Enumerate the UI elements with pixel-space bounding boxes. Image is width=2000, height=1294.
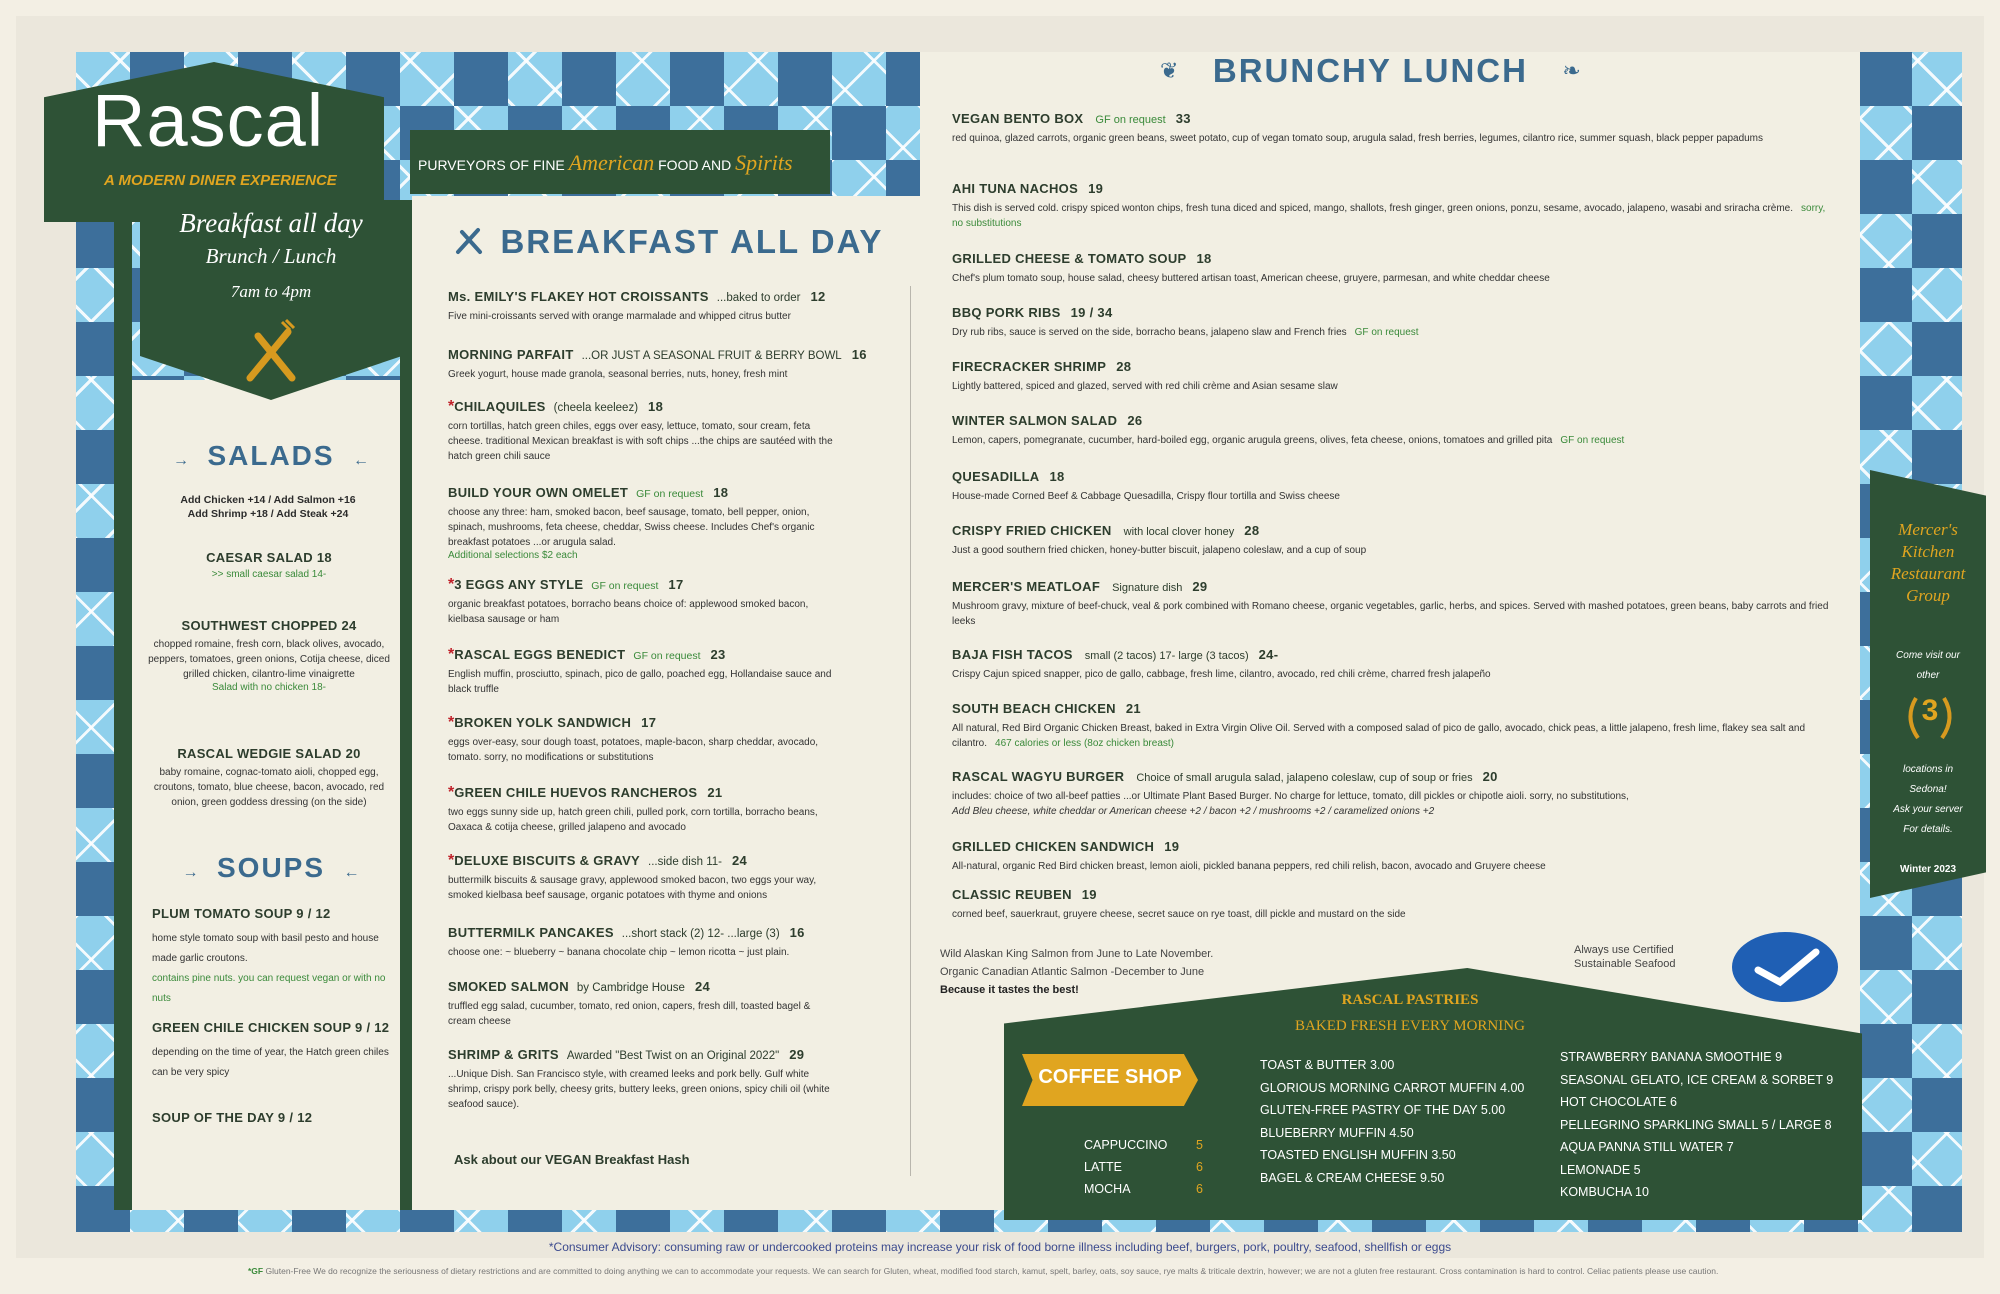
lunch-item-desc: All natural, Red Bird Organic Chicken Breast, baked in Extra Virgin Olive Oil. Served with a composed salad of pico de gallo, avocado, chick peas, a little jalapeno, fresh lime, flakey sea salt and cilantro. — [952, 723, 1806, 749]
breakfast-item-head — [448, 714, 840, 732]
breakfast-item-name: BROKEN YOLK SANDWICH — [454, 715, 632, 730]
breakfast-item — [448, 484, 840, 561]
breakfast-item-price: 24 — [731, 853, 748, 868]
lunch-item-extra: GF on request — [1095, 114, 1166, 126]
lunch-item-desc: includes: choice of two all-beef patties ...or Ultimate Plant Based Burger. No charge for lettuce, tomato, dill pickles or chipotle aioli. sorry, no substitutions, — [952, 791, 1629, 802]
hours-line2: Brunch / Lunch — [205, 244, 337, 268]
lunch-item-price: 19 / 34 — [1070, 305, 1113, 320]
breakfast-item — [448, 288, 840, 324]
lunch-item-name: VEGAN BENTO BOX — [952, 111, 1084, 126]
soup-name: GREEN CHILE CHICKEN SOUP 9 / 12 — [152, 1020, 390, 1035]
breakfast-item-desc: choose one: ~ blueberry ~ banana chocolate chip ~ lemon ricotta ~ just plain. — [448, 947, 790, 958]
lunch-item — [952, 304, 1832, 340]
fork-knife-icon — [236, 318, 306, 388]
lunch-item-name: GRILLED CHEESE & TOMATO SOUP — [952, 251, 1187, 266]
breakfast-item-note: Additional selections $2 each — [448, 550, 578, 561]
lunch-item-desc-wrap — [952, 489, 1832, 504]
breakfast-item-extra: ...short stack (2) 12- ...large (3) — [621, 928, 780, 940]
advisory-star: * — [448, 576, 455, 593]
drink-item: HOT CHOCOLATE 6 — [1560, 1095, 1677, 1109]
lunch-item-name: QUESADILLA — [952, 469, 1040, 484]
soup-name: PLUM TOMATO SOUP 9 / 12 — [152, 906, 331, 921]
lunch-item — [952, 412, 1832, 448]
drink-item: AQUA PANNA STILL WATER 7 — [1560, 1140, 1734, 1154]
lunch-item-price: 19 — [1088, 181, 1104, 196]
lunch-item-desc-wrap — [952, 721, 1832, 751]
breakfast-item-extra: ...baked to order — [716, 292, 801, 304]
lunch-item-name: SOUTH BEACH CHICKEN — [952, 701, 1116, 716]
salad-desc: chopped romaine, fresh corn, black olives, avocado, peppers, tomatoes, green onions, Cotija cheese, diced grilled chicken, cilantro-lime vinaigrette — [148, 639, 390, 680]
lunch-item — [952, 700, 1832, 751]
purveyors-american: American — [568, 150, 655, 175]
coffee-item-name: MOCHA — [1084, 1182, 1131, 1196]
lunch-item-name: GRILLED CHICKEN SANDWICH — [952, 839, 1155, 854]
lunch-item-desc: Just a good southern fried chicken, honey-butter biscuit, jalapeno coleslaw, and a cup of soup — [952, 545, 1367, 556]
breakfast-item — [448, 346, 867, 382]
lunch-item-desc-wrap — [952, 325, 1832, 340]
breakfast-item-head — [448, 1046, 840, 1064]
vegan-note: Ask about our VEGAN Breakfast Hash — [454, 1152, 690, 1167]
lunch-item-head — [952, 304, 1832, 322]
breakfast-item-head — [448, 924, 840, 942]
mercer-loc1: locations in — [1902, 764, 1954, 775]
salad-note: Salad with no chicken 18- — [212, 682, 326, 693]
breakfast-item-price: 12 — [810, 289, 826, 304]
lunch-item-name: WINTER SALMON SALAD — [952, 413, 1118, 428]
breakfast-item-head — [448, 646, 840, 664]
breakfast-item-desc: buttermilk biscuits & sausage gravy, applewood smoked bacon, two eggs your way, smoked kielbasa beef sausage, organic potatoes with thyme and onions — [448, 875, 817, 901]
pastry-item: BLUEBERRY MUFFIN 4.50 — [1260, 1125, 1414, 1140]
breakfast-item-name: MORNING PARFAIT — [448, 347, 574, 362]
lunch-item-head — [952, 522, 1832, 540]
lunch-item — [952, 646, 1832, 682]
mercer-line4: Group — [1906, 586, 1950, 605]
salad-addons-1: Add Chicken +14 / Add Salmon +16 — [180, 494, 356, 506]
lunch-item-desc: This dish is served cold. crispy spiced wonton chips, fresh tuna diced and spiced, mango, shallots, fresh ginger, green onions, ponzu, sesame, avocado, jalapeno, wasabi and sriracha crème. — [952, 203, 1794, 214]
green-left-band — [114, 200, 132, 1210]
soup-desc: depending on the time of year, the Hatch green chiles can be very spicy — [152, 1047, 389, 1078]
lunch-item-desc: House-made Corned Beef & Cabbage Quesadilla, Crispy flour tortilla and Swiss cheese — [952, 491, 1340, 502]
lunch-item-desc: Lemon, capers, pomegranate, cucumber, hard-boiled egg, organic arugula greens, olives, feta cheese, onions, tomatoes and grilled pita — [952, 435, 1553, 446]
brand-name: Rascal — [92, 79, 325, 162]
lunch-item-price: 19 — [1081, 887, 1097, 902]
lunch-item — [952, 110, 1832, 146]
lunch-item-price: 19 — [1164, 839, 1180, 854]
lunch-item-name: BBQ PORK RIBS — [952, 305, 1061, 320]
advisory-star: * — [448, 784, 455, 801]
drink-item: KOMBUCHA 10 — [1560, 1185, 1649, 1199]
salad-note: >> small caesar salad 14- — [211, 569, 327, 580]
breakfast-item-price: 21 — [707, 785, 723, 800]
breakfast-item-desc: Greek yogurt, house made granola, seasonal berries, nuts, honey, fresh mint — [448, 369, 788, 380]
breakfast-item-extra: Awarded "Best Twist on an Original 2022" — [566, 1050, 780, 1062]
lunch-item-head — [952, 468, 1832, 486]
breakfast-item-desc: organic breakfast potatoes, borracho beans choice of: applewood smoked bacon, kielbasa sausage or ham — [448, 599, 809, 625]
salmon-note-3: Because it tastes the best! — [940, 984, 1079, 996]
fork-knife-icon — [452, 222, 486, 261]
lunch-item-head — [952, 646, 1832, 664]
breakfast-item-name: SMOKED SALMON — [448, 979, 569, 994]
lunch-item-desc-wrap — [952, 201, 1832, 231]
lunch-item — [952, 838, 1832, 874]
breakfast-item — [448, 576, 840, 627]
mercer-line3: Restaurant — [1890, 564, 1966, 583]
breakfast-item-desc: choose any three: ham, smoked bacon, beef sausage, tomato, bell pepper, onion, spinach, mushrooms, feta cheese, cheddar, Swiss cheese. Includes Chef's organic breakfast potatoes ...or arugula salad. — [448, 507, 815, 548]
breakfast-item-price: 24 — [694, 979, 710, 994]
lunch-item-desc-wrap — [952, 667, 1832, 682]
breakfast-item-extra: by Cambridge House — [576, 982, 685, 994]
soup-name: SOUP OF THE DAY 9 / 12 — [152, 1110, 313, 1125]
lunch-item-name: BAJA FISH TACOS — [952, 647, 1073, 662]
breakfast-item-name: SHRIMP & GRITS — [448, 1047, 559, 1062]
lunch-item-desc: Mushroom gravy, mixture of beef-chuck, veal & pork combined with Romano cheese, organic vegetables, garlic, herbs, and spices. Served with mashed potatoes, green beans, baby carrots and fried leeks — [952, 601, 1829, 627]
lunch-item-price: 28 — [1244, 523, 1260, 538]
lunch-item-name: CRISPY FRIED CHICKEN — [952, 523, 1112, 538]
salads-header — [156, 440, 386, 472]
breakfast-item — [448, 784, 840, 835]
breakfast-item-head — [448, 576, 840, 594]
salad-name: SOUTHWEST CHOPPED 24 — [181, 618, 357, 633]
salad-desc: baby romaine, cognac-tomato aioli, chopped egg, croutons, tomato, blue cheese, bacon, avocado, red onion, green goddess dressing (on the side) — [153, 767, 385, 808]
lunch-item — [952, 180, 1832, 231]
lunch-item — [952, 886, 1832, 922]
breakfast-item-extra: ...OR JUST A SEASONAL FRUIT & BERRY BOWL — [581, 350, 842, 362]
mercer-visit1: Come visit our — [1896, 650, 1960, 661]
coffee-item-name: CAPPUCCINO — [1084, 1138, 1168, 1152]
pastry-item: TOAST & BUTTER 3.00 — [1260, 1058, 1395, 1072]
lunch-item-price: 24- — [1258, 647, 1279, 662]
breakfast-item-head — [448, 398, 840, 416]
consumer-advisory: *Consumer Advisory: consuming raw or undercooked proteins may increase your risk of food borne illness including beef, burgers, pork, poultry, seafood, shellfish or eggs — [548, 1240, 1452, 1254]
hours-line1: Breakfast all day — [179, 208, 363, 238]
lunch-item-head — [952, 110, 1832, 128]
purveyors-food: FOOD AND — [658, 157, 732, 173]
lunch-item-desc: corned beef, sauerkraut, gruyere cheese, secret sauce on rye toast, dill pickle and mustard on the side — [952, 909, 1406, 920]
breakfast-item-name: DELUXE BISCUITS & GRAVY — [454, 853, 641, 868]
breakfast-item-price: 16 — [851, 347, 867, 362]
pastries-sub: BAKED FRESH EVERY MORNING — [1295, 1018, 1525, 1034]
drink-item: SEASONAL GELATO, ICE CREAM & SORBET 9 — [1560, 1072, 1834, 1087]
lunch-item-desc-wrap — [952, 599, 1832, 629]
breakfast-title: BREAKFAST ALL DAY — [500, 222, 884, 260]
breakfast-item-price: 16 — [789, 925, 805, 940]
lunch-item-desc-wrap — [952, 379, 1832, 394]
mercer-badge: 3 — [1921, 694, 1939, 727]
coffee-item-price: 6 — [1196, 1160, 1203, 1174]
msc-logo-icon — [1730, 930, 1840, 1004]
right-flourish-icon: ← — [343, 864, 360, 881]
breakfast-item-head — [448, 852, 840, 870]
coffee-item-price: 6 — [1196, 1182, 1203, 1196]
lunch-item-desc-wrap — [952, 131, 1832, 146]
mercer-ask2: For details. — [1903, 824, 1953, 835]
salads-title: SALADS — [207, 440, 335, 471]
mercer-ask1: Ask your server — [1893, 804, 1963, 815]
lunch-item — [952, 578, 1832, 629]
left-flourish-icon: ❦ — [1160, 58, 1179, 83]
breakfast-item-extra: GF on request — [636, 488, 704, 500]
soups-header — [146, 852, 396, 884]
lunch-item — [952, 522, 1832, 558]
pastry-item: GLUTEN-FREE PASTRY OF THE DAY 5.00 — [1260, 1103, 1506, 1117]
breakfast-item-name: BUILD YOUR OWN OMELET — [448, 485, 629, 500]
breakfast-item-desc: eggs over-easy, sour dough toast, potatoes, maple-bacon, sharp cheddar, avocado, tomato. sorry, no modifications or substitutions — [448, 737, 819, 763]
breakfast-item — [448, 1046, 840, 1112]
coffee-item-name: LATTE — [1084, 1160, 1122, 1174]
breakfast-item-name: GREEN CHILE HUEVOS RANCHEROS — [454, 785, 698, 800]
lunch-item-head — [952, 250, 1832, 268]
lunch-item-head — [952, 180, 1832, 198]
breakfast-item-price: 17 — [641, 715, 657, 730]
breakfast-item-desc: two eggs sunny side up, hatch green chili, pulled pork, corn tortilla, borracho beans, Oaxaca & cotija cheese, grilled jalapeno and avocado — [448, 807, 818, 833]
soup-item — [152, 1110, 400, 1133]
certified-1: Always use Certified — [1574, 944, 1674, 956]
breakfast-item — [448, 714, 840, 765]
salad-name: RASCAL WEDGIE SALAD 20 — [177, 746, 361, 761]
soup-note: contains pine nuts. you can request vegan or with no nuts — [152, 973, 386, 1004]
breakfast-item-name: BUTTERMILK PANCAKES — [448, 925, 614, 940]
lunch-item-desc: Crispy Cajun spiced snapper, pico de gallo, cabbage, fresh lime, cilantro, avocado, red chili crème, charred fresh jalapeño — [952, 669, 1491, 680]
gf-label: *GF — [248, 1266, 264, 1276]
breakfast-item-extra: GF on request — [633, 650, 701, 662]
lunch-item-head — [952, 886, 1832, 904]
breakfast-item-name: 3 EGGS ANY STYLE — [454, 577, 584, 592]
salad-item — [142, 746, 396, 810]
lunch-item-name: AHI TUNA NACHOS — [952, 181, 1079, 196]
pastries-title: RASCAL PASTRIES — [1341, 992, 1479, 1008]
breakfast-item-head — [448, 484, 840, 502]
soup-item — [152, 906, 400, 1009]
pastry-item: TOASTED ENGLISH MUFFIN 3.50 — [1260, 1148, 1456, 1162]
lunch-item-head — [952, 700, 1832, 718]
advisory-star: * — [448, 852, 455, 869]
purveyors-spirits: Spirits — [735, 150, 793, 175]
advisory-star: * — [448, 714, 455, 731]
lunch-item-price: 29 — [1192, 579, 1208, 594]
coffee-item — [1084, 1158, 1214, 1176]
breakfast-item-extra: ...side dish 11- — [648, 856, 722, 868]
lunch-item-name: MERCER'S MEATLOAF — [952, 579, 1101, 594]
lunch-item — [952, 358, 1832, 394]
purveyors-line — [418, 150, 793, 176]
breakfast-item-price: 18 — [713, 485, 729, 500]
salmon-note-2: Organic Canadian Atlantic Salmon -December to June — [940, 966, 1205, 978]
lunch-item-note: Add Bleu cheese, white cheddar or American cheese +2 / bacon +2 / mushrooms +2 / caramelized onions +2 — [952, 806, 1435, 817]
lunch-item-price: 33 — [1175, 111, 1191, 126]
right-flourish-icon: ❧ — [1562, 58, 1581, 83]
breakfast-item-head — [448, 346, 867, 364]
lunch-item-desc-wrap — [952, 859, 1832, 874]
lunch-header — [1160, 52, 1581, 90]
soup-item — [152, 1020, 400, 1083]
breakfast-item — [448, 978, 840, 1029]
salmon-note-1: Wild Alaskan King Salmon from June to Late November. — [940, 948, 1214, 960]
mercer-line1: Mercer's — [1898, 520, 1958, 539]
drink-item: PELLEGRINO SPARKLING SMALL 5 / LARGE 8 — [1560, 1117, 1832, 1132]
breakfast-item-price: 17 — [668, 577, 684, 592]
lunch-item-head — [952, 838, 1832, 856]
coffee-item — [1084, 1180, 1214, 1198]
lunch-item-extra: with local clover honey — [1123, 526, 1235, 538]
coffee-item-price: 5 — [1196, 1138, 1203, 1152]
lunch-item-desc: Dry rub ribs, sauce is served on the side, borracho beans, jalapeno slaw and French fries — [952, 327, 1347, 338]
pastry-item: BAGEL & CREAM CHEESE 9.50 — [1260, 1170, 1445, 1185]
breakfast-item-desc: truffled egg salad, cucumber, tomato, red onion, capers, fresh dill, toasted bagel & cream cheese — [448, 1001, 811, 1027]
lunch-item — [952, 768, 1832, 819]
column-divider — [910, 286, 911, 1176]
lunch-item-desc-wrap — [952, 789, 1832, 819]
breakfast-item-price: 23 — [710, 647, 726, 662]
salad-item — [142, 550, 396, 580]
breakfast-item-desc: ...Unique Dish. San Francisco style, with creamed leeks and pork belly. Gulf white shrimp, crispy pork belly, cheesy grits, buttery leeks, green onions, spicy chili oil (white seafood sauce). — [448, 1069, 830, 1110]
lunch-item-desc: Chef's plum tomato soup, house salad, cheesy buttered artisan toast, American cheese, gruyere, parmesan, and white cheddar cheese — [952, 273, 1550, 284]
lunch-item-note: sorry, no substitutions — [952, 203, 1826, 229]
lunch-item-desc: red quinoa, glazed carrots, organic green beans, sweet potato, cup of vegan tomato soup, arugula salad, fresh berries, legumes, cilantro rice, summer squash, black pepper papadums — [952, 133, 1764, 144]
breakfast-item-head — [448, 288, 840, 306]
breakfast-header — [452, 222, 883, 261]
left-flourish-icon: → — [182, 864, 199, 881]
lunch-item-price: 18 — [1196, 251, 1212, 266]
lunch-item-price: 28 — [1116, 359, 1132, 374]
lunch-title: BRUNCHY LUNCH — [1212, 52, 1528, 89]
lunch-item-note: GF on request — [1560, 435, 1625, 446]
breakfast-item-extra: (cheela keeleez) — [553, 402, 639, 414]
lunch-item-price: 18 — [1049, 469, 1065, 484]
lunch-item — [952, 468, 1832, 504]
lunch-item-desc: Lightly battered, spiced and glazed, served with red chili crème and Asian sesame slaw — [952, 381, 1338, 392]
lunch-item-head — [952, 578, 1832, 596]
lunch-item-price: 26 — [1127, 413, 1143, 428]
breakfast-item-price: 29 — [789, 1047, 805, 1062]
drink-item: STRAWBERRY BANANA SMOOTHIE 9 — [1560, 1050, 1783, 1064]
left-flourish-icon: → — [172, 452, 189, 469]
certified-2: Sustainable Seafood — [1574, 958, 1676, 970]
breakfast-item-name: Ms. EMILY'S FLAKEY HOT CROISSANTS — [448, 289, 709, 304]
lunch-item-head — [952, 412, 1832, 430]
breakfast-item-desc: corn tortillas, hatch green chiles, eggs over easy, lettuce, tomato, sour cream, feta cheese. traditional Mexican breakfast is with soft chips ...the chips are sautéed with the hatch green chili sauce — [448, 421, 833, 462]
lunch-item-desc-wrap — [952, 433, 1832, 448]
hours-line3: 7am to 4pm — [230, 282, 312, 301]
lunch-item-name: FIRECRACKER SHRIMP — [952, 359, 1107, 374]
coffee-title: COFFEE SHOP — [1038, 1066, 1182, 1088]
breakfast-item-desc: English muffin, prosciutto, spinach, pico de gallo, poached egg, Hollandaise sauce and black truffle — [448, 669, 832, 695]
gf-footnote — [248, 1266, 1808, 1276]
lunch-item-desc: All-natural, organic Red Bird chicken breast, lemon aioli, pickled banana peppers, red chili relish, bacon, avocado and Gruyere cheese — [952, 861, 1546, 872]
breakfast-item-price: 18 — [648, 399, 664, 414]
drink-item: LEMONADE 5 — [1560, 1162, 1641, 1177]
coffee-item — [1084, 1136, 1214, 1154]
salad-addons-2: Add Shrimp +18 / Add Steak +24 — [187, 508, 349, 520]
lunch-item-extra: Signature dish — [1112, 582, 1183, 594]
breakfast-item-head — [448, 784, 840, 802]
lunch-item-price: 20 — [1482, 769, 1498, 784]
brand-tagline: A MODERN DINER EXPERIENCE — [104, 172, 337, 189]
breakfast-item-extra: GF on request — [591, 580, 659, 592]
salad-name: CAESAR SALAD 18 — [206, 550, 332, 565]
lunch-item-note: 467 calories or less (8oz chicken breast) — [995, 738, 1174, 749]
lunch-item-extra: Choice of small arugula salad, jalapeno coleslaw, cup of soup or fries — [1136, 772, 1473, 784]
lunch-item-head — [952, 768, 1832, 786]
mercer-line2: Kitchen — [1901, 542, 1955, 561]
lunch-item-price: 21 — [1125, 701, 1141, 716]
mercer-loc2: Sedona! — [1909, 784, 1947, 795]
lunch-item — [952, 250, 1832, 286]
purveyors-prefix: PURVEYORS OF FINE — [418, 157, 565, 173]
soup-desc: home style tomato soup with basil pesto and house made garlic croutons. — [152, 933, 379, 964]
breakfast-item — [448, 646, 840, 697]
advisory-star: * — [448, 646, 455, 663]
breakfast-item-head — [448, 978, 840, 996]
salad-item — [142, 618, 396, 693]
lunch-item-head — [952, 358, 1832, 376]
lunch-item-extra: small (2 tacos) 17- large (3 tacos) — [1084, 650, 1249, 662]
breakfast-item-name: RASCAL EGGS BENEDICT — [454, 647, 626, 662]
lunch-item-note: GF on request — [1354, 327, 1419, 338]
lunch-item-desc-wrap — [952, 907, 1832, 922]
gf-text: Gluten-Free We do recognize the seriousness of dietary restrictions and are committed to doing anything we can to accommodate your requests. We can search for Gluten, wheat, modified food starch, kamut, spelt, barley, oats, soy sauce, rye malts & triticale dextrin, however; we are not a gluten free restaurant. Cross contamination is hard to control. Celiac patients please use caution. — [265, 1266, 1719, 1276]
breakfast-item-desc: Five mini-croissants served with orange marmalade and whipped citrus butter — [448, 311, 791, 322]
lunch-item-name: RASCAL WAGYU BURGER — [952, 769, 1125, 784]
advisory-star: * — [448, 398, 455, 415]
breakfast-item-name: CHILAQUILES — [454, 399, 546, 414]
lunch-item-desc-wrap — [952, 543, 1832, 558]
pastry-item: GLORIOUS MORNING CARROT MUFFIN 4.00 — [1260, 1080, 1525, 1095]
breakfast-item — [448, 852, 840, 903]
soups-title: SOUPS — [216, 852, 326, 883]
right-flourish-icon: ← — [353, 452, 370, 469]
breakfast-item — [448, 924, 840, 960]
breakfast-item — [448, 398, 840, 464]
lunch-item-desc-wrap — [952, 271, 1832, 286]
mercer-visit2: other — [1916, 670, 1940, 681]
mercer-season: Winter 2023 — [1899, 864, 1957, 875]
lunch-item-name: CLASSIC REUBEN — [952, 887, 1072, 902]
